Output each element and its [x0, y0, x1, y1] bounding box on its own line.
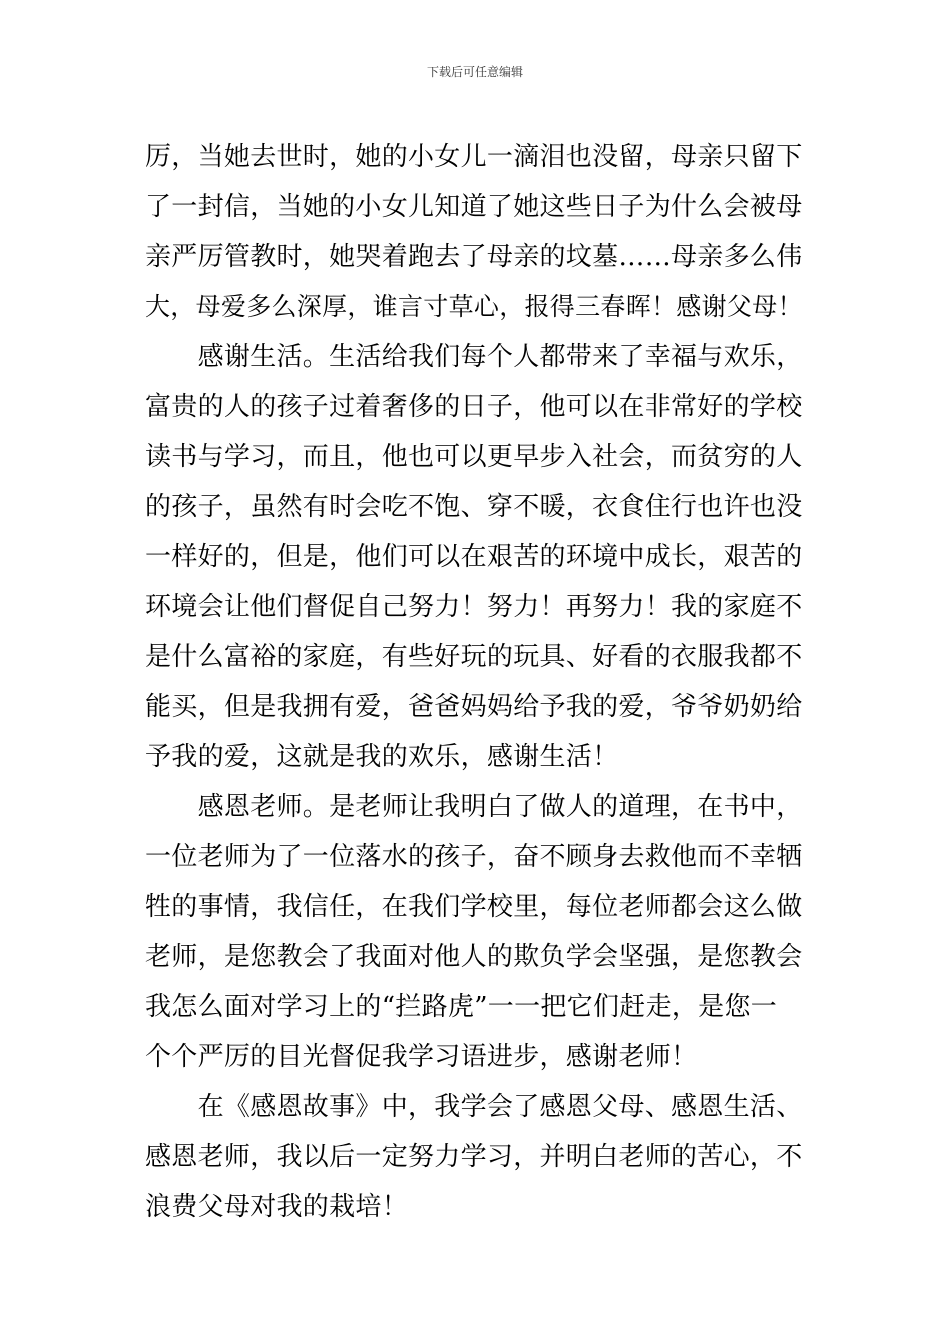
text-line: 个个严厉的目光督促我学习语进步，感谢老师！ — [145, 1042, 698, 1072]
text-line: 我怎么面对学习上的“拦路虎”一一把它们赶走，是您一 — [145, 992, 778, 1022]
text-line: 读书与学习，而且，他也可以更早步入社会，而贫穷的人 — [145, 442, 803, 472]
text-line: 富贵的人的孩子过着奢侈的日子，他可以在非常好的学校 — [145, 392, 803, 422]
text-line: 牲的事情，我信任，在我们学校里，每位老师都会这么做 — [145, 892, 803, 922]
text-line: 予我的爱，这就是我的欢乐，感谢生活！ — [145, 742, 619, 772]
text-line: 在《感恩故事》中，我学会了感恩父母、感恩生活、 — [145, 1092, 803, 1122]
text-line: 的孩子，虽然有时会吃不饱、穿不暖，衣食住行也许也没 — [145, 492, 803, 522]
text-line: 感恩老师，我以后一定努力学习，并明白老师的苦心，不 — [145, 1142, 803, 1172]
text-line: 一位老师为了一位落水的孩子，奋不顾身去救他而不幸牺 — [145, 842, 803, 872]
text-line: 老师，是您教会了我面对他人的欺负学会坚强，是您教会 — [145, 942, 803, 972]
text-line: 能买，但是我拥有爱，爸爸妈妈给予我的爱，爷爷奶奶给 — [145, 692, 803, 722]
text-line: 环境会让他们督促自己努力！努力！再努力！我的家庭不 — [145, 592, 803, 622]
text-line: 感谢生活。生活给我们每个人都带来了幸福与欢乐， — [145, 342, 803, 372]
text-line: 厉，当她去世时，她的小女儿一滴泪也没留，母亲只留下 — [145, 142, 803, 172]
text-line: 浪费父母对我的栽培！ — [145, 1192, 409, 1222]
text-line: 大，母爱多么深厚，谁言寸草心，报得三春晖！感谢父母！ — [145, 292, 803, 321]
page-header: 下载后可任意编辑 — [426, 65, 523, 79]
text-line: 感恩老师。是老师让我明白了做人的道理，在书中， — [145, 792, 803, 822]
text-line: 亲严厉管教时，她哭着跑去了母亲的坟墓……母亲多么伟 — [145, 242, 803, 272]
text-line: 了一封信，当她的小女儿知道了她这些日子为什么会被母 — [145, 192, 803, 222]
text-line: 是什么富裕的家庭，有些好玩的玩具、好看的衣服我都不 — [145, 642, 803, 672]
text-line: 一样好的，但是，他们可以在艰苦的环境中成长，艰苦的 — [145, 542, 803, 572]
